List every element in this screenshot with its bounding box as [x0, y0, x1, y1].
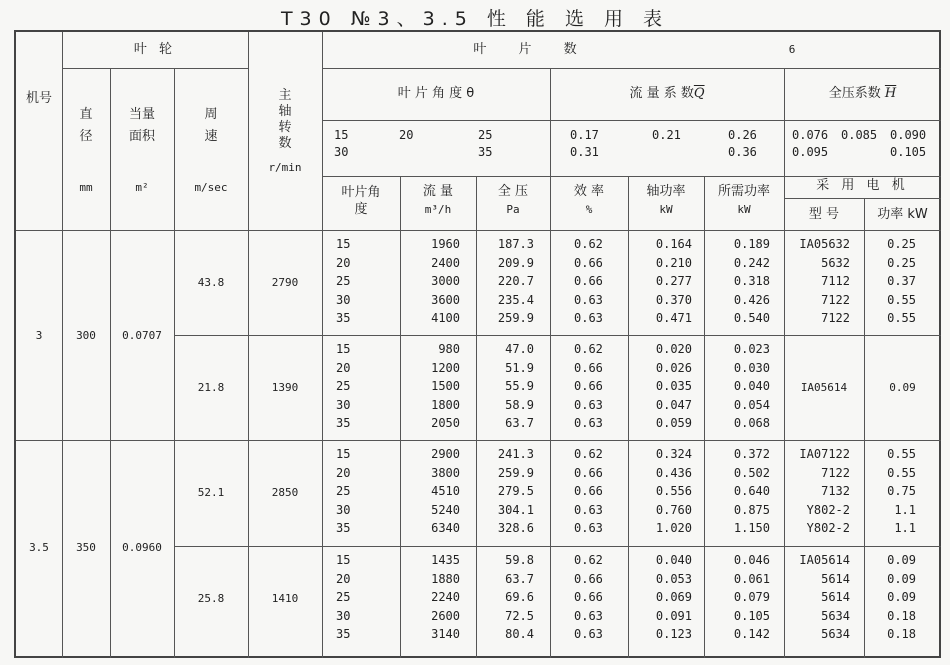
- motor-model-value: IA05614: [799, 553, 850, 567]
- motor-model-value: 5614: [821, 571, 850, 586]
- shaft-power-value: 0.760: [655, 502, 692, 517]
- machine-no: 3: [35, 329, 43, 342]
- flow-value: 2900: [431, 447, 460, 461]
- angle-value: 25: [478, 128, 493, 142]
- shaft-power-value: 0.436: [655, 465, 692, 480]
- shaft-power-value: 0.556: [655, 484, 692, 499]
- shaft-power-value: 1.020: [655, 521, 692, 536]
- motor-power-value: 0.55: [887, 447, 916, 461]
- efficiency-value: 0.66: [574, 274, 603, 289]
- power-header: 功率 kW: [877, 207, 928, 222]
- motor-model-value: Y802-2: [806, 521, 850, 536]
- pressure-value: 55.9: [505, 379, 534, 394]
- flow-coeff-symbol: $\overline{Q}$: [693, 86, 705, 101]
- motor-power-value: 0.09: [887, 590, 916, 605]
- blade-angle-value: 35: [336, 311, 351, 326]
- flow-value: 3800: [431, 465, 460, 480]
- diameter-value: 350: [76, 541, 96, 554]
- shaft-speed-header: 主轴转数: [278, 88, 292, 151]
- motor-model-value: 7122: [821, 465, 850, 480]
- performance-table: [14, 30, 941, 658]
- equiv-area-header: 当量面积: [128, 107, 155, 144]
- pressure-value: 209.9: [497, 255, 534, 270]
- motor-power-value: 0.09: [887, 571, 916, 586]
- flow-value: 6340: [431, 521, 460, 536]
- angle-value: 35: [478, 145, 493, 159]
- blade-angle-value: 15: [336, 447, 351, 461]
- flow-value: 1500: [431, 379, 460, 394]
- flow-unit: m³/h: [424, 203, 452, 216]
- blade-angle-value: 30: [336, 292, 351, 307]
- motor-power-value: 0.37: [887, 274, 916, 289]
- required-power-value: 0.502: [733, 465, 770, 480]
- flow-value: 2600: [431, 608, 460, 623]
- required-power-value: 0.068: [733, 416, 770, 431]
- pressure-value: 241.3: [497, 447, 534, 461]
- motor-model-value: Y802-2: [806, 502, 850, 517]
- grid-line: [550, 68, 551, 658]
- flow-value: 3140: [431, 627, 460, 642]
- blade-angle-value: 20: [336, 255, 351, 270]
- required-power-value: 0.040: [733, 379, 770, 394]
- tip-speed-unit: m/sec: [194, 181, 228, 194]
- required-power-value: 0.023: [733, 342, 770, 356]
- efficiency-value: 0.63: [574, 608, 603, 623]
- grid-line: [174, 335, 941, 336]
- blade-angle-value: 20: [336, 571, 351, 586]
- efficiency-value: 0.63: [574, 627, 603, 642]
- blade-angle-value: 30: [336, 397, 351, 412]
- pressure-value: 80.4: [505, 627, 534, 642]
- efficiency-header: 效 率: [573, 184, 605, 199]
- efficiency-value: 0.66: [574, 571, 603, 586]
- tip-speed-value: 43.8: [197, 276, 225, 289]
- pressure-value: 69.6: [505, 590, 534, 605]
- grid-line: [864, 198, 865, 658]
- pressure-value: 259.9: [497, 311, 534, 326]
- angle-value: 15: [334, 128, 349, 142]
- flow-coeff-value: 0.17: [570, 128, 599, 142]
- grid-line: [476, 176, 477, 658]
- pressure-coeff-value: 0.076: [792, 128, 829, 142]
- efficiency-value: 0.66: [574, 465, 603, 480]
- pressure-coeff-value: 0.085: [841, 128, 878, 142]
- shaft-power-value: 0.210: [655, 255, 692, 270]
- diameter-unit: mm: [79, 181, 93, 194]
- pressure-coeff-label: 全压系数: [828, 86, 881, 101]
- pressure-coeff-value: 0.090: [890, 128, 927, 142]
- tip-speed-value: 52.1: [197, 486, 225, 499]
- efficiency-value: 0.62: [574, 553, 603, 567]
- pressure-value: 59.8: [505, 553, 534, 567]
- blade-angle-value: 35: [336, 416, 351, 431]
- grid-line: [174, 546, 941, 547]
- equiv-area-value: 0.0707: [122, 329, 162, 342]
- shaft-power-unit: kW: [659, 203, 673, 216]
- blade-angle-value: 25: [336, 590, 351, 605]
- flow-value: 1200: [431, 360, 460, 375]
- pressure-value: 58.9: [505, 397, 534, 412]
- motor-power-value: 0.55: [887, 311, 916, 326]
- flow-value: 1435: [431, 553, 460, 567]
- motor-model-value: 7132: [821, 484, 850, 499]
- shaft-power-value: 0.020: [655, 342, 692, 356]
- impeller-header: 叶 轮: [133, 42, 177, 57]
- shaft-speed-unit: r/min: [268, 161, 302, 174]
- angle-value: 30: [334, 145, 349, 159]
- page-title: T30 №3、3.5 性 能 选 用 表: [280, 8, 670, 30]
- motor-model-value: 5614: [821, 590, 850, 605]
- blade-angle-theta-header: 叶 片 角 度 θ: [397, 86, 475, 101]
- pressure-value: 63.7: [505, 571, 534, 586]
- blade-angle-value: 15: [336, 237, 351, 251]
- pressure-coeff-value: 0.105: [890, 145, 927, 159]
- motor-model-value: IA05632: [799, 237, 850, 251]
- required-power-value: 0.318: [733, 274, 770, 289]
- flow-value: 3000: [431, 274, 460, 289]
- grid-line: [400, 176, 401, 658]
- efficiency-value: 0.63: [574, 521, 603, 536]
- required-power-value: 0.640: [733, 484, 770, 499]
- flow-value: 2050: [431, 416, 460, 431]
- pressure-coeff-symbol: $\overline{H}$: [884, 86, 897, 101]
- tip-speed-value: 25.8: [197, 592, 225, 605]
- motor-model-value: IA05614: [800, 381, 848, 394]
- grid-line: [16, 440, 941, 441]
- motor-power-value: 0.18: [887, 627, 916, 642]
- blade-angle-value: 20: [336, 465, 351, 480]
- required-power-value: 0.242: [733, 255, 770, 270]
- shaft-power-value: 0.123: [655, 627, 692, 642]
- grid-line: [784, 198, 941, 199]
- efficiency-value: 0.66: [574, 379, 603, 394]
- flow-value: 3600: [431, 292, 460, 307]
- diameter-header: 直径: [79, 107, 93, 144]
- shaft-speed-value: 1410: [271, 592, 299, 605]
- pressure-value: 47.0: [505, 342, 534, 356]
- blade-count-value: 6: [788, 43, 796, 56]
- grid-line: [704, 176, 705, 658]
- blade-angle-value: 25: [336, 379, 351, 394]
- required-power-value: 1.150: [733, 521, 770, 536]
- flow-value: 980: [438, 342, 460, 356]
- grid-line: [322, 176, 941, 177]
- grid-line: [322, 120, 941, 121]
- shaft-power-value: 0.091: [655, 608, 692, 623]
- required-power-value: 0.046: [733, 553, 770, 567]
- shaft-power-value: 0.324: [655, 447, 692, 461]
- pressure-header: 全 压: [497, 184, 529, 199]
- motor-model-value: 7122: [821, 311, 850, 326]
- grid-line: [16, 230, 941, 231]
- blade-angle-value: 15: [336, 553, 351, 567]
- flow-header: 流 量: [422, 184, 454, 199]
- shaft-power-value: 0.069: [655, 590, 692, 605]
- grid-line: [322, 68, 941, 69]
- pressure-value: 220.7: [497, 274, 534, 289]
- motor-model-value: 7112: [821, 274, 850, 289]
- flow-coeff-value: 0.26: [728, 128, 757, 142]
- flow-value: 4510: [431, 484, 460, 499]
- required-power-value: 0.105: [733, 608, 770, 623]
- motor-model-value: 7122: [821, 292, 850, 307]
- flow-value: 5240: [431, 502, 460, 517]
- shaft-power-value: 0.040: [655, 553, 692, 567]
- pressure-unit: Pa: [506, 203, 520, 216]
- shaft-power-value: 0.059: [655, 416, 692, 431]
- motor-power-value: 0.55: [887, 465, 916, 480]
- shaft-power-value: 0.026: [655, 360, 692, 375]
- pressure-value: 259.9: [497, 465, 534, 480]
- shaft-power-value: 0.471: [655, 311, 692, 326]
- blade-angle-value: 25: [336, 274, 351, 289]
- motor-header: 采 用 电 机: [816, 178, 909, 193]
- grid-line: [62, 68, 248, 69]
- efficiency-value: 0.63: [574, 292, 603, 307]
- efficiency-value: 0.66: [574, 590, 603, 605]
- diameter-value: 300: [76, 329, 96, 342]
- motor-model-value: 5634: [821, 608, 850, 623]
- motor-power-value: 1.1: [894, 502, 916, 517]
- pressure-value: 51.9: [505, 360, 534, 375]
- motor-power-value: 0.25: [887, 237, 916, 251]
- grid-line: [110, 68, 111, 658]
- shaft-power-value: 0.277: [655, 274, 692, 289]
- required-power-value: 0.189: [733, 237, 770, 251]
- efficiency-value: 0.62: [574, 237, 603, 251]
- required-power-value: 0.030: [733, 360, 770, 375]
- flow-value: 4100: [431, 311, 460, 326]
- blade-count-label: 叶 片 数: [473, 42, 591, 57]
- equiv-area-value: 0.0960: [122, 541, 162, 554]
- efficiency-value: 0.63: [574, 311, 603, 326]
- required-power-value: 0.054: [733, 397, 770, 412]
- efficiency-value: 0.63: [574, 397, 603, 412]
- model-header: 型 号: [808, 207, 840, 222]
- flow-value: 1800: [431, 397, 460, 412]
- efficiency-value: 0.66: [574, 484, 603, 499]
- motor-power-value: 1.1: [894, 521, 916, 536]
- pressure-coeff-header: [784, 86, 941, 102]
- grid-line: [628, 176, 629, 658]
- efficiency-value: 0.63: [574, 502, 603, 517]
- efficiency-value: 0.66: [574, 255, 603, 270]
- required-power-unit: kW: [737, 203, 751, 216]
- required-power-value: 0.540: [733, 311, 770, 326]
- blade-angle-value: 35: [336, 627, 351, 642]
- grid-line: [322, 32, 323, 658]
- equiv-area-unit: m²: [135, 181, 149, 194]
- efficiency-unit: %: [585, 203, 593, 216]
- shaft-speed-value: 2850: [271, 486, 299, 499]
- shaft-power-value: 0.164: [655, 237, 692, 251]
- blade-angle-value: 20: [336, 360, 351, 375]
- flow-coeff-header: [550, 86, 784, 102]
- shaft-power-value: 0.053: [655, 571, 692, 586]
- required-power-value: 0.061: [733, 571, 770, 586]
- flow-coeff-value: 0.21: [652, 128, 681, 142]
- blade-angle-header: 叶片角度: [341, 185, 381, 217]
- shaft-speed-value: 2790: [271, 276, 299, 289]
- motor-power-value: 0.75: [887, 484, 916, 499]
- blade-angle-value: 30: [336, 608, 351, 623]
- flow-value: 1880: [431, 571, 460, 586]
- shaft-power-value: 0.035: [655, 379, 692, 394]
- motor-power-value: 0.55: [887, 292, 916, 307]
- motor-power-value: 0.09: [887, 553, 916, 567]
- tip-speed-header: 周速: [204, 107, 218, 144]
- motor-model-value: 5632: [821, 255, 850, 270]
- efficiency-value: 0.66: [574, 360, 603, 375]
- blade-angle-value: 35: [336, 521, 351, 536]
- grid-line: [174, 68, 175, 658]
- angle-value: 20: [399, 128, 414, 142]
- pressure-value: 235.4: [497, 292, 534, 307]
- shaft-power-value: 0.370: [655, 292, 692, 307]
- pressure-value: 304.1: [497, 502, 534, 517]
- motor-power-value: 0.25: [887, 255, 916, 270]
- shaft-power-value: 0.047: [655, 397, 692, 412]
- motor-model-value: IA07122: [799, 447, 850, 461]
- pressure-value: 72.5: [505, 608, 534, 623]
- efficiency-value: 0.62: [574, 447, 603, 461]
- shaft-speed-value: 1390: [271, 381, 299, 394]
- motor-model-value: 5634: [821, 627, 850, 642]
- required-power-value: 0.079: [733, 590, 770, 605]
- pressure-value: 63.7: [505, 416, 534, 431]
- pressure-value: 279.5: [497, 484, 534, 499]
- required-power-header: 所需功率: [717, 184, 770, 199]
- flow-coeff-value: 0.36: [728, 145, 757, 159]
- flow-value: 1960: [431, 237, 460, 251]
- blade-angle-value: 30: [336, 502, 351, 517]
- required-power-value: 0.426: [733, 292, 770, 307]
- pressure-value: 328.6: [497, 521, 534, 536]
- motor-power-value: 0.18: [887, 608, 916, 623]
- efficiency-value: 0.62: [574, 342, 603, 356]
- machine-no-header: 机号: [25, 91, 52, 106]
- flow-value: 2400: [431, 255, 460, 270]
- motor-power-value: 0.09: [889, 381, 916, 394]
- required-power-value: 0.875: [733, 502, 770, 517]
- efficiency-value: 0.63: [574, 416, 603, 431]
- tip-speed-value: 21.8: [197, 381, 225, 394]
- required-power-value: 0.142: [733, 627, 770, 642]
- required-power-value: 0.372: [733, 447, 770, 461]
- shaft-power-header: 轴功率: [646, 184, 686, 199]
- machine-no: 3.5: [29, 541, 49, 554]
- flow-value: 2240: [431, 590, 460, 605]
- blade-angle-value: 15: [336, 342, 351, 356]
- pressure-value: 187.3: [497, 237, 534, 251]
- blade-angle-value: 25: [336, 484, 351, 499]
- flow-coeff-label: 流 量 系 数: [629, 86, 694, 101]
- pressure-coeff-value: 0.095: [792, 145, 829, 159]
- grid-line: [784, 68, 785, 658]
- flow-coeff-value: 0.31: [570, 145, 599, 159]
